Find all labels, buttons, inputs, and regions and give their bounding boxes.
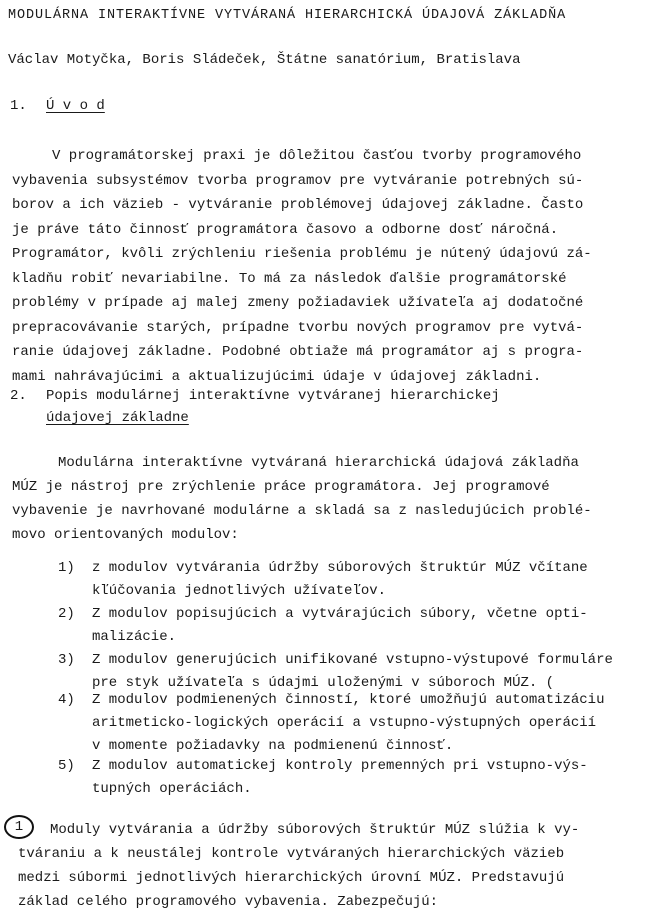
circled-note-marker: 1 <box>4 815 34 839</box>
paragraph-line: borov a ich väzieb - vytváranie problémovej údajovej základne. Často <box>12 197 584 213</box>
list-item-line: Z modulov generujúcich unifikované vstupno-výstupové formuláre <box>92 652 613 668</box>
list-item-number: 1) <box>58 560 75 576</box>
list-item-line: malizácie. <box>92 629 177 645</box>
list-item-line: pre styk užívateľa s údajmi uloženými v súboroch MÚZ. ( <box>92 675 555 691</box>
paragraph-line: V programátorskej praxi je dôležitou časťou tvorby programového <box>52 148 582 164</box>
paragraph-line: MÚZ je nástroj pre zrýchlenie práce programátora. Jej programové <box>12 479 550 495</box>
section-1-heading: Ú v o d <box>46 98 105 114</box>
paragraph-line: Programátor, kvôli zrýchleniu riešenia problému je nútený údajovú zá- <box>12 246 592 262</box>
section-2-number: 2. <box>10 388 27 404</box>
paragraph-line: mami nahrávajúcimi a aktualizujúcimi údaje v údajovej základni. <box>12 368 542 385</box>
list-item-number: 4) <box>58 692 75 708</box>
paragraph-line: tváraniu a k neustálej kontrole vytváraných hierarchických väzieb <box>18 846 565 862</box>
list-item-line: Z modulov automatickej kontroly premenných pri vstupno-výs- <box>92 758 588 774</box>
list-item-line: aritmeticko-logických operácií a vstupno-výstupných operácií <box>92 715 597 731</box>
list-item-number: 5) <box>58 758 75 774</box>
paragraph-line: Modulárna interaktívne vytváraná hierarchická údajová základňa <box>58 455 579 471</box>
section-2-heading-line-2: údajovej základne <box>46 410 189 426</box>
section-2-intro <box>12 451 592 547</box>
paragraph-line: vybavenia subsystémov tvorba programov pre vytváranie potrebných sú- <box>12 172 584 189</box>
list-item-line: Z modulov podmienených činností, ktoré umožňujú automatizáciu <box>92 692 605 708</box>
list-item-line: kľúčovania jednotlivých užívateľov. <box>92 583 387 599</box>
paragraph-line: movo orientovaných modulov: <box>12 527 239 543</box>
list-item-line: tupných operáciách. <box>92 781 252 797</box>
list-item-line: z modulov vytvárania údržby súborových štruktúr MÚZ včítane <box>92 560 588 576</box>
paragraph-line: je práve táto činnosť programátora časovo a odborne dosť náročná. <box>12 221 559 238</box>
paragraph-line: vybavenie je navrhované modulárne a skladá sa z nasledujúcich problé- <box>12 503 592 519</box>
list-item <box>92 689 604 758</box>
list-item-number: 3) <box>58 652 75 668</box>
paragraph-line: prepracovávanie starých, prípadne tvorbu nových programov pre vytvá- <box>12 319 584 336</box>
authors-line: Václav Motyčka, Boris Sládeček, Štátne sanatórium, Bratislava <box>8 52 521 68</box>
paragraph-line: Moduly vytvárania a údržby súborových štruktúr MÚZ slúžia k vy- <box>50 822 580 838</box>
paragraph-line: problémy v prípade aj malej zmeny požiadaviek užívateľa aj dodatočné <box>12 295 584 311</box>
list-item <box>92 603 588 649</box>
list-item <box>92 557 588 603</box>
list-item-line: v momente požiadavky na podmienenú činnosť. <box>92 738 454 754</box>
paragraph-line: kladňu robiť nevariabilne. To má za následok ďalšie programátorské <box>12 270 567 287</box>
paragraph-line: základ celého programového vybavenia. Zabezpečujú: <box>18 894 439 910</box>
list-item-number: 2) <box>58 606 75 622</box>
list-item-line: Z modulov popisujúcich a vytvárajúcich súbory, včetne opti- <box>92 606 588 622</box>
section-2-heading-line-1: Popis modulárnej interaktívne vytváranej hierarchickej <box>46 388 500 404</box>
section-1-paragraph <box>12 144 592 389</box>
list-item <box>92 755 588 801</box>
paragraph-line: ranie údajovej základne. Podobné obtiaže má programátor aj s progra- <box>12 344 584 360</box>
modules-paragraph <box>18 818 579 914</box>
paragraph-line: medzi súbormi jednotlivých hierarchických úrovní MÚZ. Predstavujú <box>18 870 565 886</box>
document-title: MODULÁRNA INTERAKTÍVNE VYTVÁRANÁ HIERARCHICKÁ ÚDAJOVÁ ZÁKLADŇA <box>8 8 567 23</box>
section-1-number: 1. <box>10 98 27 114</box>
